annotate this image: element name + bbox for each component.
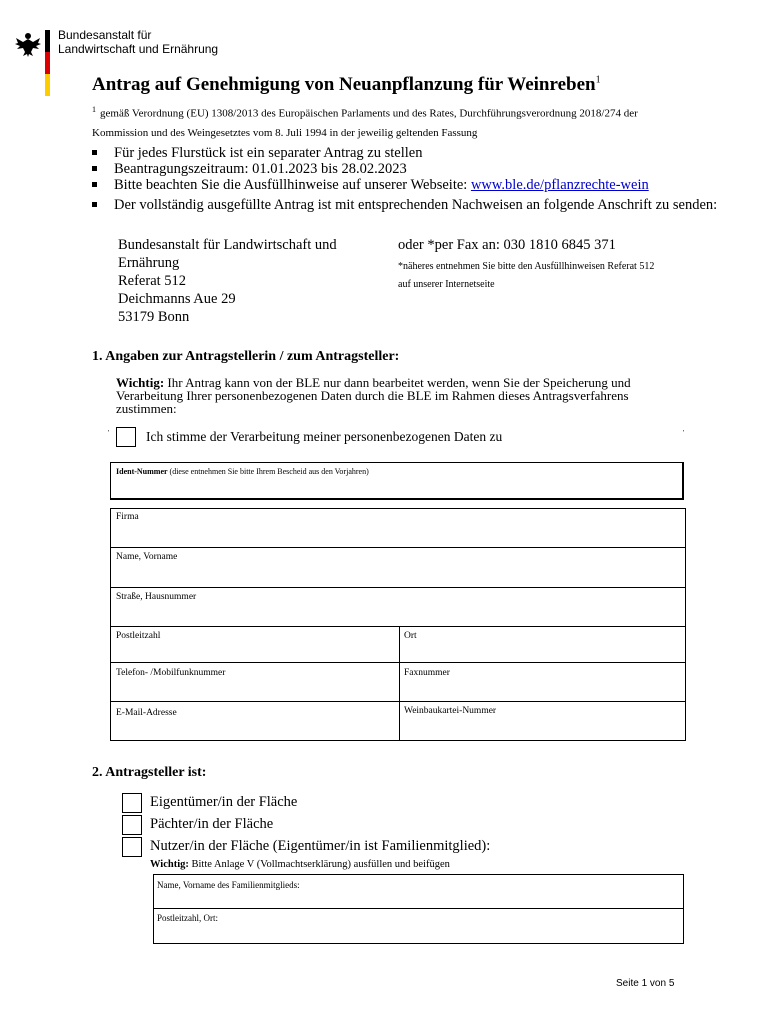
bullet-text: Für jedes Flurstück ist ein separater Antrag zu stellen: [114, 145, 423, 161]
list-item: [92, 161, 732, 177]
page-number: Seite 1 von 5: [616, 978, 675, 989]
instructions-list: [92, 145, 732, 213]
footnote-mark: 1: [92, 105, 96, 114]
bullet-text: Bitte beachten Sie die Ausfüllhinweise auf unserer Webseite:: [114, 177, 471, 193]
flag-black: [45, 30, 50, 52]
title-footnote-mark: 1: [595, 74, 601, 86]
logo-line-2: Landwirtschaft und Ernährung: [58, 42, 219, 56]
tick-mark: ': [108, 429, 110, 437]
fax-note-line: auf unserer Internetseite: [398, 279, 495, 290]
owner-checkbox[interactable]: [122, 793, 142, 813]
bullet-icon: [92, 182, 97, 187]
privacy-notice: [116, 376, 686, 415]
federal-eagle-icon: [14, 30, 42, 58]
warning-text: Bitte Anlage V (Vollmachtserklärung) ausfüllen und beifügen: [188, 859, 450, 870]
warning-text: Ihr Antrag kann von der BLE nur dann bearbeitet werden, wenn Sie der Speicherung und Verarbeitung Ihrer personenbezogenen Daten durch die BLE im Rahmen dieses Antragsverfahrens zustimmen:: [116, 375, 631, 416]
list-item: [92, 145, 732, 161]
flag-gold: [45, 74, 50, 96]
address-line: 53179 Bonn: [118, 309, 190, 325]
postal-address: [118, 236, 337, 326]
name-label: Name, Vorname: [116, 552, 178, 562]
flag-red: [45, 52, 50, 74]
tenant-label: Pächter/in der Fläche: [150, 816, 274, 832]
family-postal-field[interactable]: [154, 909, 683, 943]
bullet-icon: [92, 150, 97, 155]
city-label: Ort: [404, 631, 417, 641]
fax-label: Faxnummer: [404, 668, 450, 678]
postal-code-label: Postleitzahl: [116, 631, 161, 641]
family-name-label: Name, Vorname des Familienmitglieds:: [157, 880, 300, 890]
footnote: [92, 100, 692, 143]
warning-label: Wichtig:: [150, 859, 189, 870]
warning-label: Wichtig:: [116, 375, 165, 390]
fax-number: oder *per Fax an: 030 1810 6845 371: [398, 237, 616, 253]
ident-number-label: [116, 467, 369, 476]
consent-checkbox[interactable]: [116, 427, 136, 447]
street-field[interactable]: [111, 588, 685, 625]
user-family-label: Nutzer/in der Fläche (Eigentümer/in ist Familienmitglied):: [150, 838, 491, 854]
section-1-heading: 1. Angaben zur Antragstellerin / zum Antragsteller:: [92, 349, 400, 364]
name-field[interactable]: [111, 548, 685, 586]
address-line: Bundesanstalt für Landwirtschaft und: [118, 237, 337, 253]
bullet-icon: [92, 166, 97, 171]
tick-mark: ': [683, 429, 685, 437]
page-title: [92, 74, 601, 96]
address-line: Ernährung: [118, 255, 180, 271]
agency-logo-text: [58, 28, 218, 56]
section-2-heading: 2. Antragsteller ist:: [92, 765, 207, 780]
street-label: Straße, Hausnummer: [116, 592, 197, 602]
tenant-checkbox[interactable]: [122, 815, 142, 835]
owner-label: Eigentümer/in der Fläche: [150, 794, 298, 810]
list-item: [92, 177, 732, 193]
company-field[interactable]: [111, 509, 685, 546]
title-text: Antrag auf Genehmigung von Neuanpflanzung für Weinreben: [92, 74, 596, 95]
list-item: [92, 197, 732, 213]
bullet-icon: [92, 202, 97, 207]
city-field[interactable]: [400, 627, 685, 661]
logo-line-1: Bundesanstalt für: [58, 28, 152, 42]
flag-stripe: [45, 30, 50, 96]
company-label: Firma: [116, 512, 139, 522]
website-link[interactable]: www.ble.de/pflanzrechte-wein: [470, 177, 649, 193]
ident-label-note: (diese entnehmen Sie bitte Ihrem Bescheid aus den Vorjahren): [167, 467, 369, 476]
vineyard-register-label: Weinbaukartei-Nummer: [404, 706, 497, 716]
bullet-text: Der vollständig ausgefüllte Antrag ist mit entsprechenden Nachweisen an folgende Anschrift zu senden:: [114, 197, 718, 213]
bullet-text: Beantragungszeitraum: 01.01.2023 bis 28.02.2023: [114, 161, 407, 177]
user-family-checkbox[interactable]: [122, 837, 142, 857]
family-postal-label: Postleitzahl, Ort:: [157, 913, 218, 923]
address-line: Deichmanns Aue 29: [118, 291, 236, 307]
consent-label: Ich stimme der Verarbeitung meiner personenbezogenen Daten zu: [146, 429, 503, 444]
fax-note-line: *näheres entnehmen Sie bitte den Ausfüllhinweisen Referat 512: [398, 261, 655, 272]
email-label: E-Mail-Adresse: [116, 708, 177, 718]
fax-note: [398, 258, 718, 294]
address-line: Referat 512: [118, 273, 187, 289]
attachment-notice: [150, 859, 450, 870]
footnote-text: gemäß Verordnung (EU) 1308/2013 des Europäischen Parlaments und des Rates, Durchführungsverordnung 2018/274 der Kommission und des Weingesetztes vom 8. Juli 1994 in der jeweilig geltenden Fassung: [92, 107, 638, 139]
phone-label: Telefon- /Mobilfunknummer: [116, 668, 226, 678]
ident-label-bold: Ident-Nummer: [116, 467, 168, 476]
